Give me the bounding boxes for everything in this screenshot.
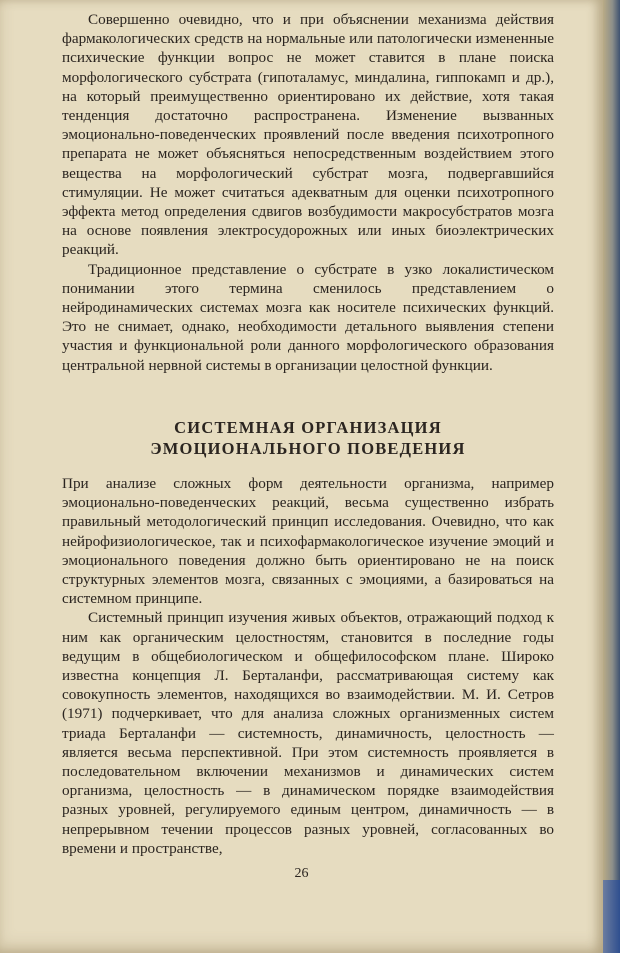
paragraph: Традиционное представление о субстрате в узко локалистическом понимании этого термина сменилось представлением о нейродинамических системах мозга как носителе психических функций. Это не снимает, однако, необходимости детального выявления степени участия и функциональной роли данного морфологического образования центральной нервной системы в организации целостной функции. xyxy=(62,260,554,374)
book-spine-edge xyxy=(603,0,620,953)
top-text-block xyxy=(62,10,554,375)
paragraph: Системный принцип изучения живых объектов, отражающий подход к ним как органическим целостностям, становится в последние годы ведущим в общебиологическом и общефилософском плане. Широко известна концепция Л. Берталанфи, рассматривающая систему как совокупность элементов, находящихся во взаимодействии. М. И. Сетров (1971) подчеркивает, что для анализа сложных организменных систем триада Берталанфи — системность, динамичность, целостность — является весьма перспективной. При этом системность проявляется в последовательном включении механизмов и динамических систем организма, целостность — в динамическом порядке взаимодействия разных уровней, регулируемого единым центром, динамичность — в непрерывном течении процессов разных уровней, согласованных во времени и пространстве, xyxy=(62,609,554,857)
paragraph: Совершенно очевидно, что и при объяснении механизма действия фармакологических средств на нормальные или патологически измененные психические функции вопрос не может ставится в плане поиска морфологического субстрата (гипоталамус, миндалина, гиппокамп и др.), на который преимущественно ориентировано их действие, хотя такая тенденция достаточно распространена. Изменение вызванных эмоционально-поведенческих проявлений после введения психотропного препарата не может объясняться непосредственным воздействием этого вещества на морфологический субстрат мозга, подвергавшийся стимуляции. Не может считаться адекватным для оценки психотропного эффекта метод определения сдвигов возбудимости макросубстратов мозга на основе появления электросудорожных или иных биоэлектрических реакций. xyxy=(62,11,554,259)
page-number: 26 xyxy=(294,866,309,881)
bottom-text-block xyxy=(62,474,554,858)
paragraph: При анализе сложных форм деятельности организма, например эмоционально-поведенческих реакций, весьма существенно избрать правильный методологический принцип исследования. Очевидно, что как нейрофизиологическое, так и психофармакологическое изучение эмоций и эмоционального поведения должно быть ориентировано не на поиск структурных элементов мозга, связанных с эмоциями, а базироваться на системном принципе. xyxy=(62,475,554,608)
book-cover-edge xyxy=(603,880,620,953)
heading-line-2: ЭМОЦИОНАЛЬНОГО ПОВЕДЕНИЯ xyxy=(150,439,466,458)
section-heading xyxy=(62,417,554,459)
heading-line-1: СИСТЕМНАЯ ОРГАНИЗАЦИЯ xyxy=(174,418,442,437)
